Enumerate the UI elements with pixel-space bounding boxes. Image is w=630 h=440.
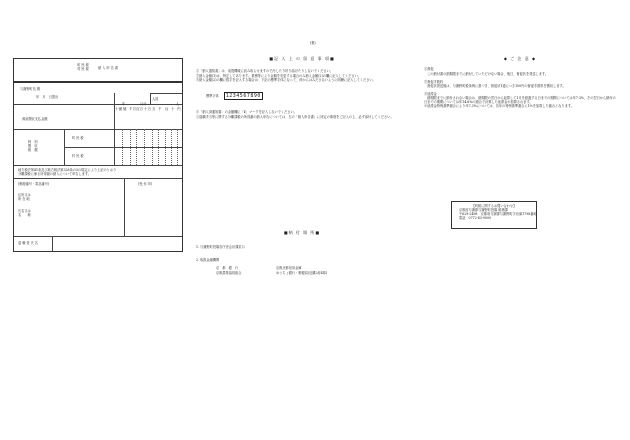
- entry-notes-header: ■記 入 上 の 留 意 事 項■: [269, 56, 335, 61]
- caution-item-body: 納期限までに納付されない場合は、納期限の翌日から起算して1月を経過する日までの期間については年7.3%、その翌日から納付の日までの期間については年14.6%の割合で計算した延滞金が加算されます。: [424, 96, 616, 105]
- tax-row-town: 町 民 税: [72, 136, 84, 140]
- label-headcount: 人員: [152, 97, 159, 101]
- caution-item-body: この納付書の納期限までに納付していただけない場合、後日、督促状を発送します。: [424, 71, 549, 76]
- caution-section: [424, 56, 616, 109]
- address-label-line: 所 在 地: [18, 197, 30, 202]
- caution-item-title: ①督促: [424, 67, 434, 72]
- legal-declaration: [18, 168, 180, 176]
- contact-title: 【町税に関するお問い合わせ】: [471, 204, 517, 208]
- contact-line: 電話 0772-43-9000: [459, 216, 491, 221]
- municipality-addressee: 与謝野町長 殿: [20, 87, 41, 91]
- withholding-amount-label: 源泉徴収支払金額: [22, 117, 48, 121]
- payment-places-header: ■納 付 場 所■: [283, 230, 321, 235]
- standard-digits-label: 標準字体: [206, 93, 219, 98]
- digit-header: 百万: [136, 107, 144, 111]
- special-withholding-label: [28, 140, 38, 152]
- special-label-line: 税 額: [28, 148, 38, 153]
- bank-list: [216, 266, 408, 275]
- note-item: ②納入金額(1)は、特定してあります。業務等により金額を変更する場合のみ納入金額(2)の欄に記入してください。: [196, 73, 361, 78]
- form-title-line-village: 村 民 税: [77, 67, 89, 72]
- digit-header: 万: [152, 107, 156, 111]
- digit-header: 千: [158, 107, 162, 111]
- form-title-line-town: 町 民 税: [77, 63, 89, 67]
- payment-place-item: 1. 与謝野町役場各庁舎会計課窓口: [196, 245, 245, 250]
- digit-header: 千万: [129, 107, 137, 111]
- standard-digits-sample: 1234567890: [225, 92, 261, 99]
- digit-header: 十: [171, 107, 175, 111]
- name-label-line: 氏名又は: [18, 209, 31, 214]
- digit-header-row: [114, 107, 182, 113]
- standard-digits-row: [206, 92, 408, 101]
- note-item: ③納入金額(2)の欄に数字を記入する場合は、下記の標準字体になって、枠からはみださないように明瞭に記入してください。: [196, 77, 376, 82]
- bank-name: 京都農業協同組合: [216, 270, 242, 275]
- digit-header: 十万: [144, 107, 152, 111]
- name-label-line: 名 称: [18, 213, 31, 218]
- contact-line: 〒629-2498 京都府与謝郡与謝野町字岩滝1798番地: [459, 212, 537, 217]
- bank-name: 京都北都信用金庫: [276, 265, 302, 270]
- tax-row-village: 村 民 税: [72, 154, 84, 158]
- note-item: ①「納入通知書」は、前提機械に読み取らせますので汚したり折り曲げたりしないでください。: [196, 69, 333, 74]
- legal-declaration-line: 地方税法第41条及び地方税法第328条の5の規定により上記のとおり: [18, 168, 117, 172]
- form-body: [13, 82, 183, 252]
- contact-box: [451, 201, 537, 229]
- digit-header: 億: [123, 107, 127, 111]
- contact-line: 京都府与謝郡与謝野町役場 税務課: [459, 208, 508, 213]
- submission-date-label: 年 月 日提出: [36, 95, 59, 99]
- bank-name: ゆうちょ銀行・郵便局(近畿2府4県): [276, 270, 328, 275]
- form-title-suffix: 納 入 申 告 書: [98, 66, 118, 70]
- special-label-line: 特 別: [28, 140, 38, 144]
- label-people: 人: [176, 102, 180, 106]
- legal-declaration-line: 分離課税に係る所得割の納入について申告します。: [18, 172, 91, 177]
- form-title-box: [13, 58, 183, 82]
- caution-item-title: ②督促手数料: [424, 79, 444, 84]
- page-side-tag: (裏): [310, 41, 316, 45]
- digit-header: 百: [165, 107, 169, 111]
- caution-item-body: ※延滞金特例基準割合により年7.3%については、各年の特例基準割合に1%を加算した割合となります。: [424, 104, 574, 109]
- digit-header: 十億: [115, 107, 123, 111]
- digit-header: 円: [177, 107, 181, 111]
- receipt-stamp-label: (受 付 印): [138, 182, 153, 186]
- entry-notes-section: [196, 56, 408, 119]
- tax-filing-form: [13, 58, 183, 252]
- address-label-line: 住所又は: [18, 193, 31, 197]
- label-year: 年: [122, 102, 126, 106]
- address-labels: [18, 193, 31, 218]
- form-title-tax-names: [70, 63, 96, 71]
- caution-header: ◆ ご 注 意 ◆: [503, 56, 537, 61]
- note-item: ④「納入済通知書」の金額欄に「¥」マークを記入しないでください。: [196, 110, 297, 115]
- bank-name: 京 都 銀 行: [216, 265, 239, 270]
- caution-item-title: ③延滞金: [424, 92, 437, 97]
- special-label-line: 徴 収: [28, 144, 38, 149]
- caution-item-body: 督促状発送後は、与謝野町税条例に基づき、督促状1通につき100円の督促手数料を徴収します。: [424, 83, 566, 88]
- note-item: ⑤退職手当等に関する分離課税の所得割の納入申告については、左の「納入申告書」に所定の事項をご記入の上、必ず添付してください。: [196, 114, 394, 119]
- label-month: 月分: [140, 102, 147, 106]
- retiree-name-label: 退 職 者 氏 名: [18, 241, 38, 245]
- postal-phone-hint: (郵便番号・電話番号): [18, 182, 50, 186]
- payment-places-section: [196, 230, 408, 275]
- payment-place-item: 2. 取扱金融機関: [196, 257, 220, 262]
